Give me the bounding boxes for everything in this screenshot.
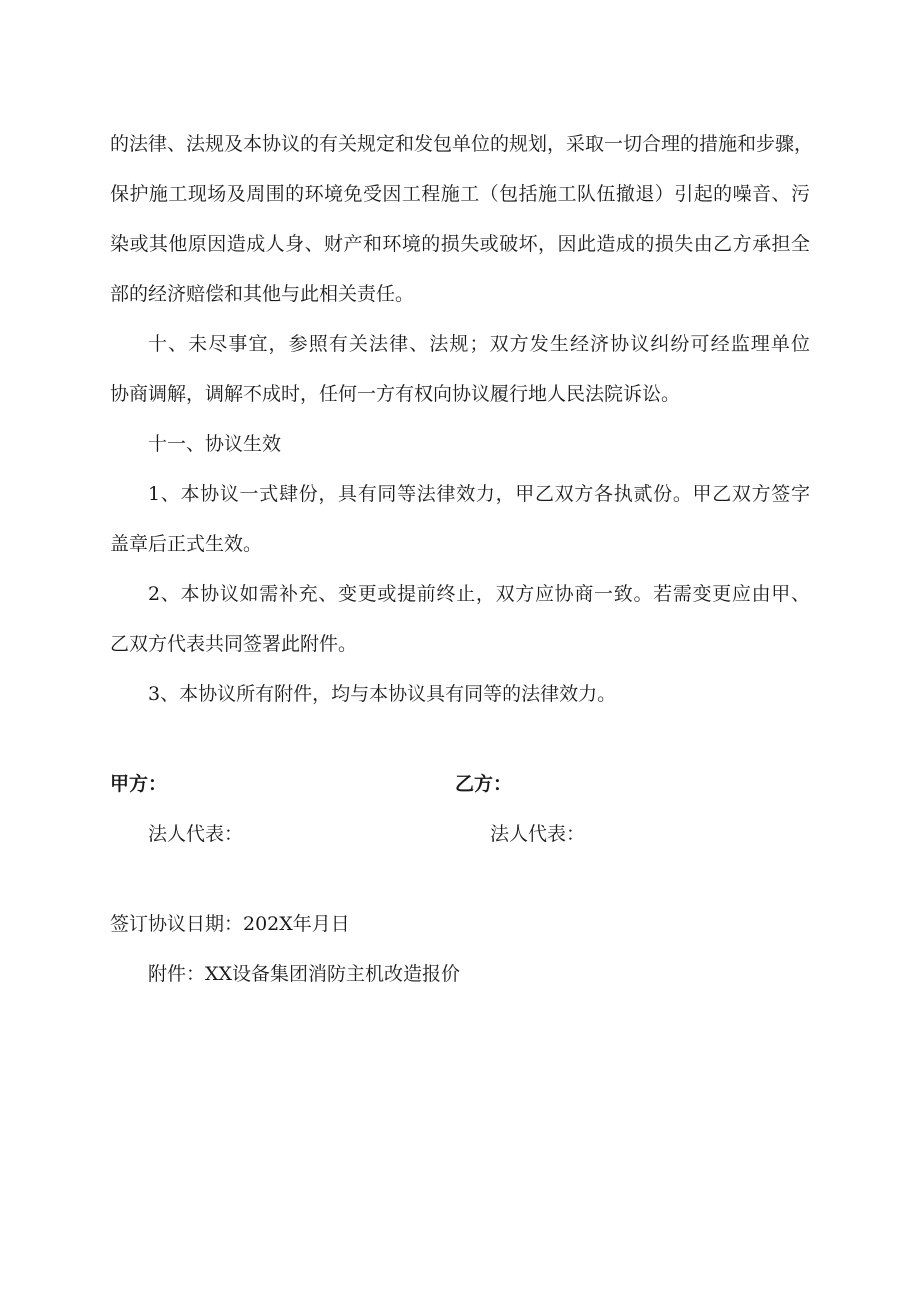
clause-11-heading: 十一、协议生效 bbox=[148, 433, 282, 455]
party-a-label: 甲方： bbox=[110, 773, 168, 795]
clause-item-1: 1、本协议一式肆份，具有同等法律效力，甲乙双方各执贰份。甲乙双方签字 bbox=[148, 483, 810, 505]
paragraph-line: 部的经济赔偿和其他与此相关责任。 bbox=[110, 283, 415, 305]
sign-date: 签订协议日期：202X年月日 bbox=[110, 913, 350, 935]
party-b-representative: 法人代表： bbox=[490, 823, 586, 845]
attachment-note: 附件：XX设备集团消防主机改造报价 bbox=[148, 963, 461, 985]
party-b-label: 乙方： bbox=[455, 773, 513, 795]
paragraph-line: 的法律、法规及本协议的有关规定和发包单位的规划，采取一切合理的措施和步骤， bbox=[110, 133, 814, 155]
paragraph-line: 染或其他原因造成人身、财产和环境的损失或破坏，因此造成的损失由乙方承担全 bbox=[110, 233, 810, 255]
clause-item-2-cont: 乙双方代表共同签署此附件。 bbox=[110, 633, 358, 655]
clause-item-1-cont: 盖章后正式生效。 bbox=[110, 533, 263, 555]
clause-10-line: 十、未尽事宜，参照有关法律、法规；双方发生经济协议纠纷可经监理单位 bbox=[148, 333, 810, 355]
clause-item-2: 2、本协议如需补充、变更或提前终止，双方应协商一致。若需变更应由甲、 bbox=[148, 583, 810, 605]
paragraph-line: 保护施工现场及周围的环境免受因工程施工（包括施工队伍撤退）引起的噪音、污 bbox=[110, 183, 810, 205]
clause-10-line: 协商调解，调解不成时，任何一方有权向协议履行地人民法院诉讼。 bbox=[110, 383, 681, 405]
clause-item-3: 3、本协议所有附件，均与本协议具有同等的法律效力。 bbox=[148, 683, 617, 705]
party-a-representative: 法人代表： bbox=[148, 823, 244, 845]
